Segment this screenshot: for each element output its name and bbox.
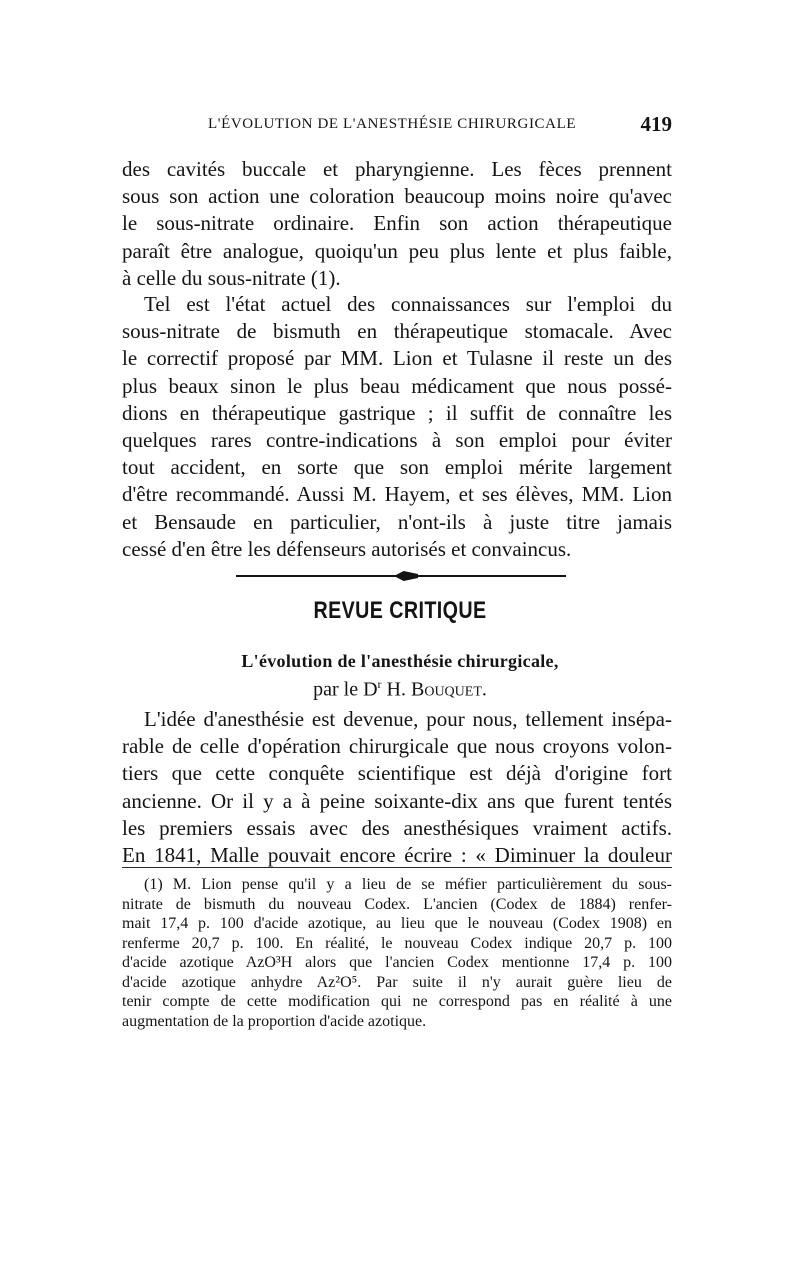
footnote-rule [122,867,672,868]
text-line: paraît être analogue, quoiqu'un peu plus lente et plus faible, [122,238,672,263]
footnote-line: mait 17,4 p. 100 d'acide azotique, au lieu que le nouveau (Codex 1908) en [122,915,672,932]
text-line: le correctif proposé par MM. Lion et Tulasne il reste un des [122,346,672,371]
text-line: tiers que cette conquête scientifique est déjà d'origine fort [122,761,672,786]
footnote-line: d'acide azotique AzO³H alors que l'ancien Codex mentionne 17,4 p. 100 [122,954,672,971]
text-line: cessé d'en être les défenseurs autorisés et convaincus. [122,536,572,561]
footnote-line: d'acide azotique anhydre Az²O⁵. Par suite il n'y aurait guère lieu de [122,973,672,991]
text-line: dions en thérapeutique gastrique ; il suffit de connaître les [122,400,672,425]
text-line: ancienne. Or il y a à peine soixante-dix ans que furent tentés [122,788,672,813]
text-line: tout accident, en sorte que son emploi mérite largement [122,455,672,480]
text-line: des cavités buccale et pharyngienne. Les fèces prennent [122,157,672,181]
text-line: le sous-nitrate ordinaire. Enfin son action thérapeutique [122,211,672,236]
article-title: L'évolution de l'anesthésie chirurgicale, [241,651,559,671]
paragraph-continuation [122,156,672,292]
paragraph-conclusion [122,291,672,563]
divider-fleuron-icon [394,571,418,581]
text-line: rable de celle d'opération chirurgicale que nous croyons volon- [122,734,672,759]
author-title-sup: r [377,677,382,691]
text-line: L'idée d'anesthésie est devenue, pour nous, tellement insépa- [144,707,672,731]
footnote-line: (1) M. Lion pense qu'il y a lieu de se méfier particulièrement du sous- [144,876,672,893]
section-divider-ornament [236,571,566,581]
author-name: H. Bouquet. [386,678,487,701]
text-line: quelques rares contre-indications à son emploi pour éviter [122,427,672,452]
text-line: et Bensaude en particulier, n'ont-ils à juste titre jamais [122,509,672,534]
text-line: les premiers essais avec des anesthésiques vraiment actifs. [122,815,672,840]
text-line: sous-nitrate de bismuth en thérapeutique stomacale. Avec [122,319,672,344]
text-line: En 1841, Malle pouvait encore écrire : « Diminuer la douleur [122,842,672,867]
footnote-line: nitrate de bismuth du nouveau Codex. L'ancien (Codex de 1884) renfer- [122,895,672,913]
text-line: plus beaux sinon le plus beau médicament que nous possé- [122,373,672,398]
author-line [0,677,800,702]
author-prefix: par le D [313,678,378,701]
text-line: à celle du sous-nitrate (1). [122,265,341,290]
footnote-line: augmentation de la proportion d'acide azotique. [122,1012,427,1030]
text-line: Tel est l'état actuel des connaissances sur l'emploi du [144,292,672,316]
section-title: REVUE CRITIQUE [313,597,487,624]
running-title: L'ÉVOLUTION DE L'ANESTHÉSIE CHIRURGICALE [208,116,577,132]
text-line: sous son action une coloration beaucoup moins noire qu'avec [122,184,672,209]
article-paragraph [122,706,672,869]
footnote-line: renferme 20,7 p. 100. En réalité, le nouveau Codex indique 20,7 p. 100 [122,934,672,952]
footnote [122,875,672,1031]
text-line: d'être recommandé. Aussi M. Hayem, et ses élèves, MM. Lion [122,482,672,507]
footnote-line: tenir compte de cette modification qui ne correspond pas en réalité à une [122,993,672,1010]
page-number: 419 [640,112,672,136]
running-head [122,112,672,142]
